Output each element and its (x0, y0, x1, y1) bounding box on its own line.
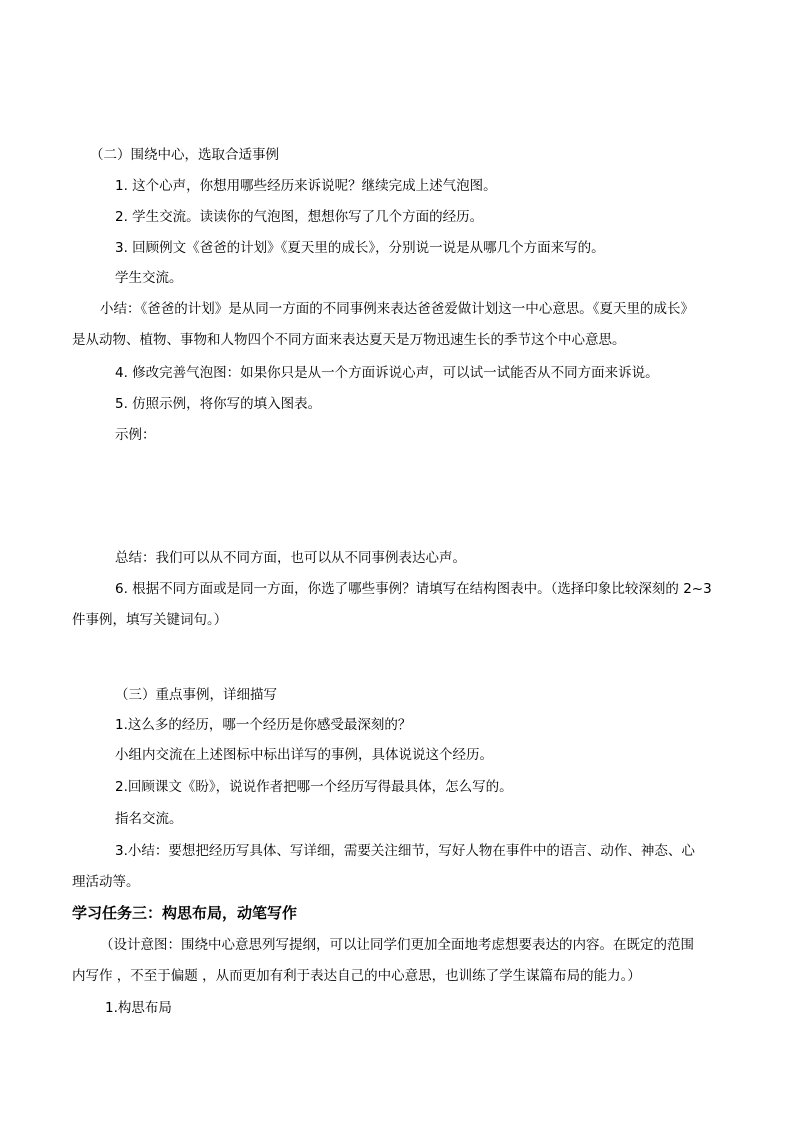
section2-item4: 4. 修改完善气泡图：如果你只是从一个方面诉说心声，可以试一试能否从不同方面来诉说。 (115, 365, 659, 381)
section3-item3-line2: 理活动等。 (72, 874, 140, 890)
section3-item2-note: 指名交流。 (115, 811, 183, 827)
section3-heading: （三）重点事例，详细描写 (115, 687, 277, 703)
example-label: 示例： (115, 427, 156, 443)
section2-item6-line2: 件事例，填写关键词句。） (72, 612, 228, 628)
section2-heading: （二）围绕中心，选取合适事例 (90, 147, 279, 163)
section3-item1-note: 小组内交流在上述图标中标出详写的事例，具体说说这个经历。 (115, 747, 493, 763)
section2-item2: 2. 学生交流。读读你的气泡图，想想你写了几个方面的经历。 (115, 209, 484, 225)
conclusion: 总结：我们可以从不同方面，也可以从不同事例表达心声。 (115, 550, 466, 566)
section2-item3: 3. 回顾例文《爸爸的计划》《夏天里的成长》，分别说一说是从哪几个方面来写的。 (115, 240, 605, 256)
section2-item1: 1. 这个心声，你想用哪些经历来诉说呢？继续完成上述气泡图。 (115, 178, 497, 194)
design-intent-line2: 内写作 ，不至于偏题 ，从而更加有利于表达自己的中心意思，也训练了学生谋篇布局的能力。） (72, 968, 641, 984)
section2-item5: 5. 仿照示例，将你写的填入图表。 (115, 396, 322, 412)
section2-item3-note: 学生交流。 (115, 270, 183, 286)
section3-item1: 1.这么多的经历，哪一个经历是你感受最深刻的？ (115, 717, 412, 733)
section3-item2: 2.回顾课文《盼》，说说作者把哪一个经历写得最具体，怎么写的。 (115, 779, 513, 795)
section2-item6-line1: 6. 根据不同方面或是同一方面，你选了哪些事例？请填写在结构图表中。（选择印象比较深刻的 2~3 (115, 581, 712, 597)
task3-item1: 1.构思布局 (105, 1000, 172, 1016)
summary-line2: 是从动物、植物、事物和人物四个不同方面来表达夏天是万物迅速生长的季节这个中心意思。 (72, 332, 626, 348)
summary-line1: 小结：《爸爸的计划》是从同一方面的不同事例来表达爸爸爱做计划这一中心意思。《夏天里的成长》 (100, 301, 694, 317)
section3-item3-line1: 3.小结：要想把经历写具体、写详细，需要关注细节，写好人物在事件中的语言、动作、神态、心 (115, 843, 695, 859)
task3-heading: 学习任务三：构思布局，动笔写作 (72, 904, 298, 922)
design-intent-line1: （设计意图：围绕中心意思列写提纲，可以让同学们更加全面地考虑想要表达的内容。在既定的范围 (100, 937, 694, 953)
